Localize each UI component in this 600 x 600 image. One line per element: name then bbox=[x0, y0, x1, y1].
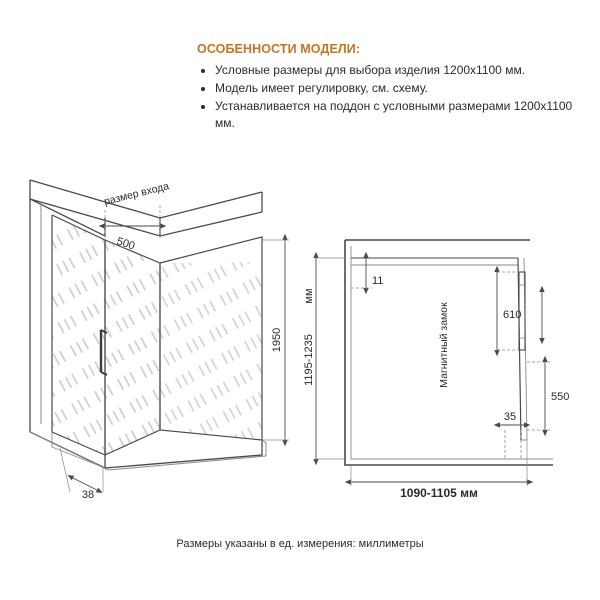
height-range-text: 1195-1235 bbox=[303, 334, 315, 386]
profile-top-text: 11 bbox=[372, 275, 384, 287]
base-height-text: 38 bbox=[81, 489, 95, 501]
list-item: • Устанавливается на поддон с условными размерами 1200х1100 мм. bbox=[215, 98, 587, 132]
width-range-text: 1090-1105 мм bbox=[400, 486, 478, 500]
lock-height-text: 610 bbox=[503, 309, 522, 321]
entrance-label-text: размер входа bbox=[102, 180, 171, 208]
height-range-unit-text: мм bbox=[303, 288, 315, 304]
list-item: • Условные размеры для выбора изделия 1200х1100 мм. bbox=[215, 62, 587, 79]
left-isometric-view bbox=[30, 180, 289, 501]
features-title: ОСОБЕННОСТИ МОДЕЛИ: bbox=[197, 42, 361, 56]
right-section-view bbox=[303, 240, 569, 500]
bottom-offset-text: 550 bbox=[551, 391, 570, 403]
offset-35-text: 35 bbox=[503, 411, 517, 423]
entrance-value-text: 500 bbox=[115, 235, 137, 253]
height-total-text: 1950 bbox=[271, 327, 283, 353]
lock-label-text: Магнитный замок bbox=[438, 302, 450, 388]
footer-note: Размеры указаны в ед. измерения: миллиметры bbox=[176, 538, 424, 550]
list-item: • Модель имеет регулировку, см. схему. bbox=[215, 80, 587, 97]
